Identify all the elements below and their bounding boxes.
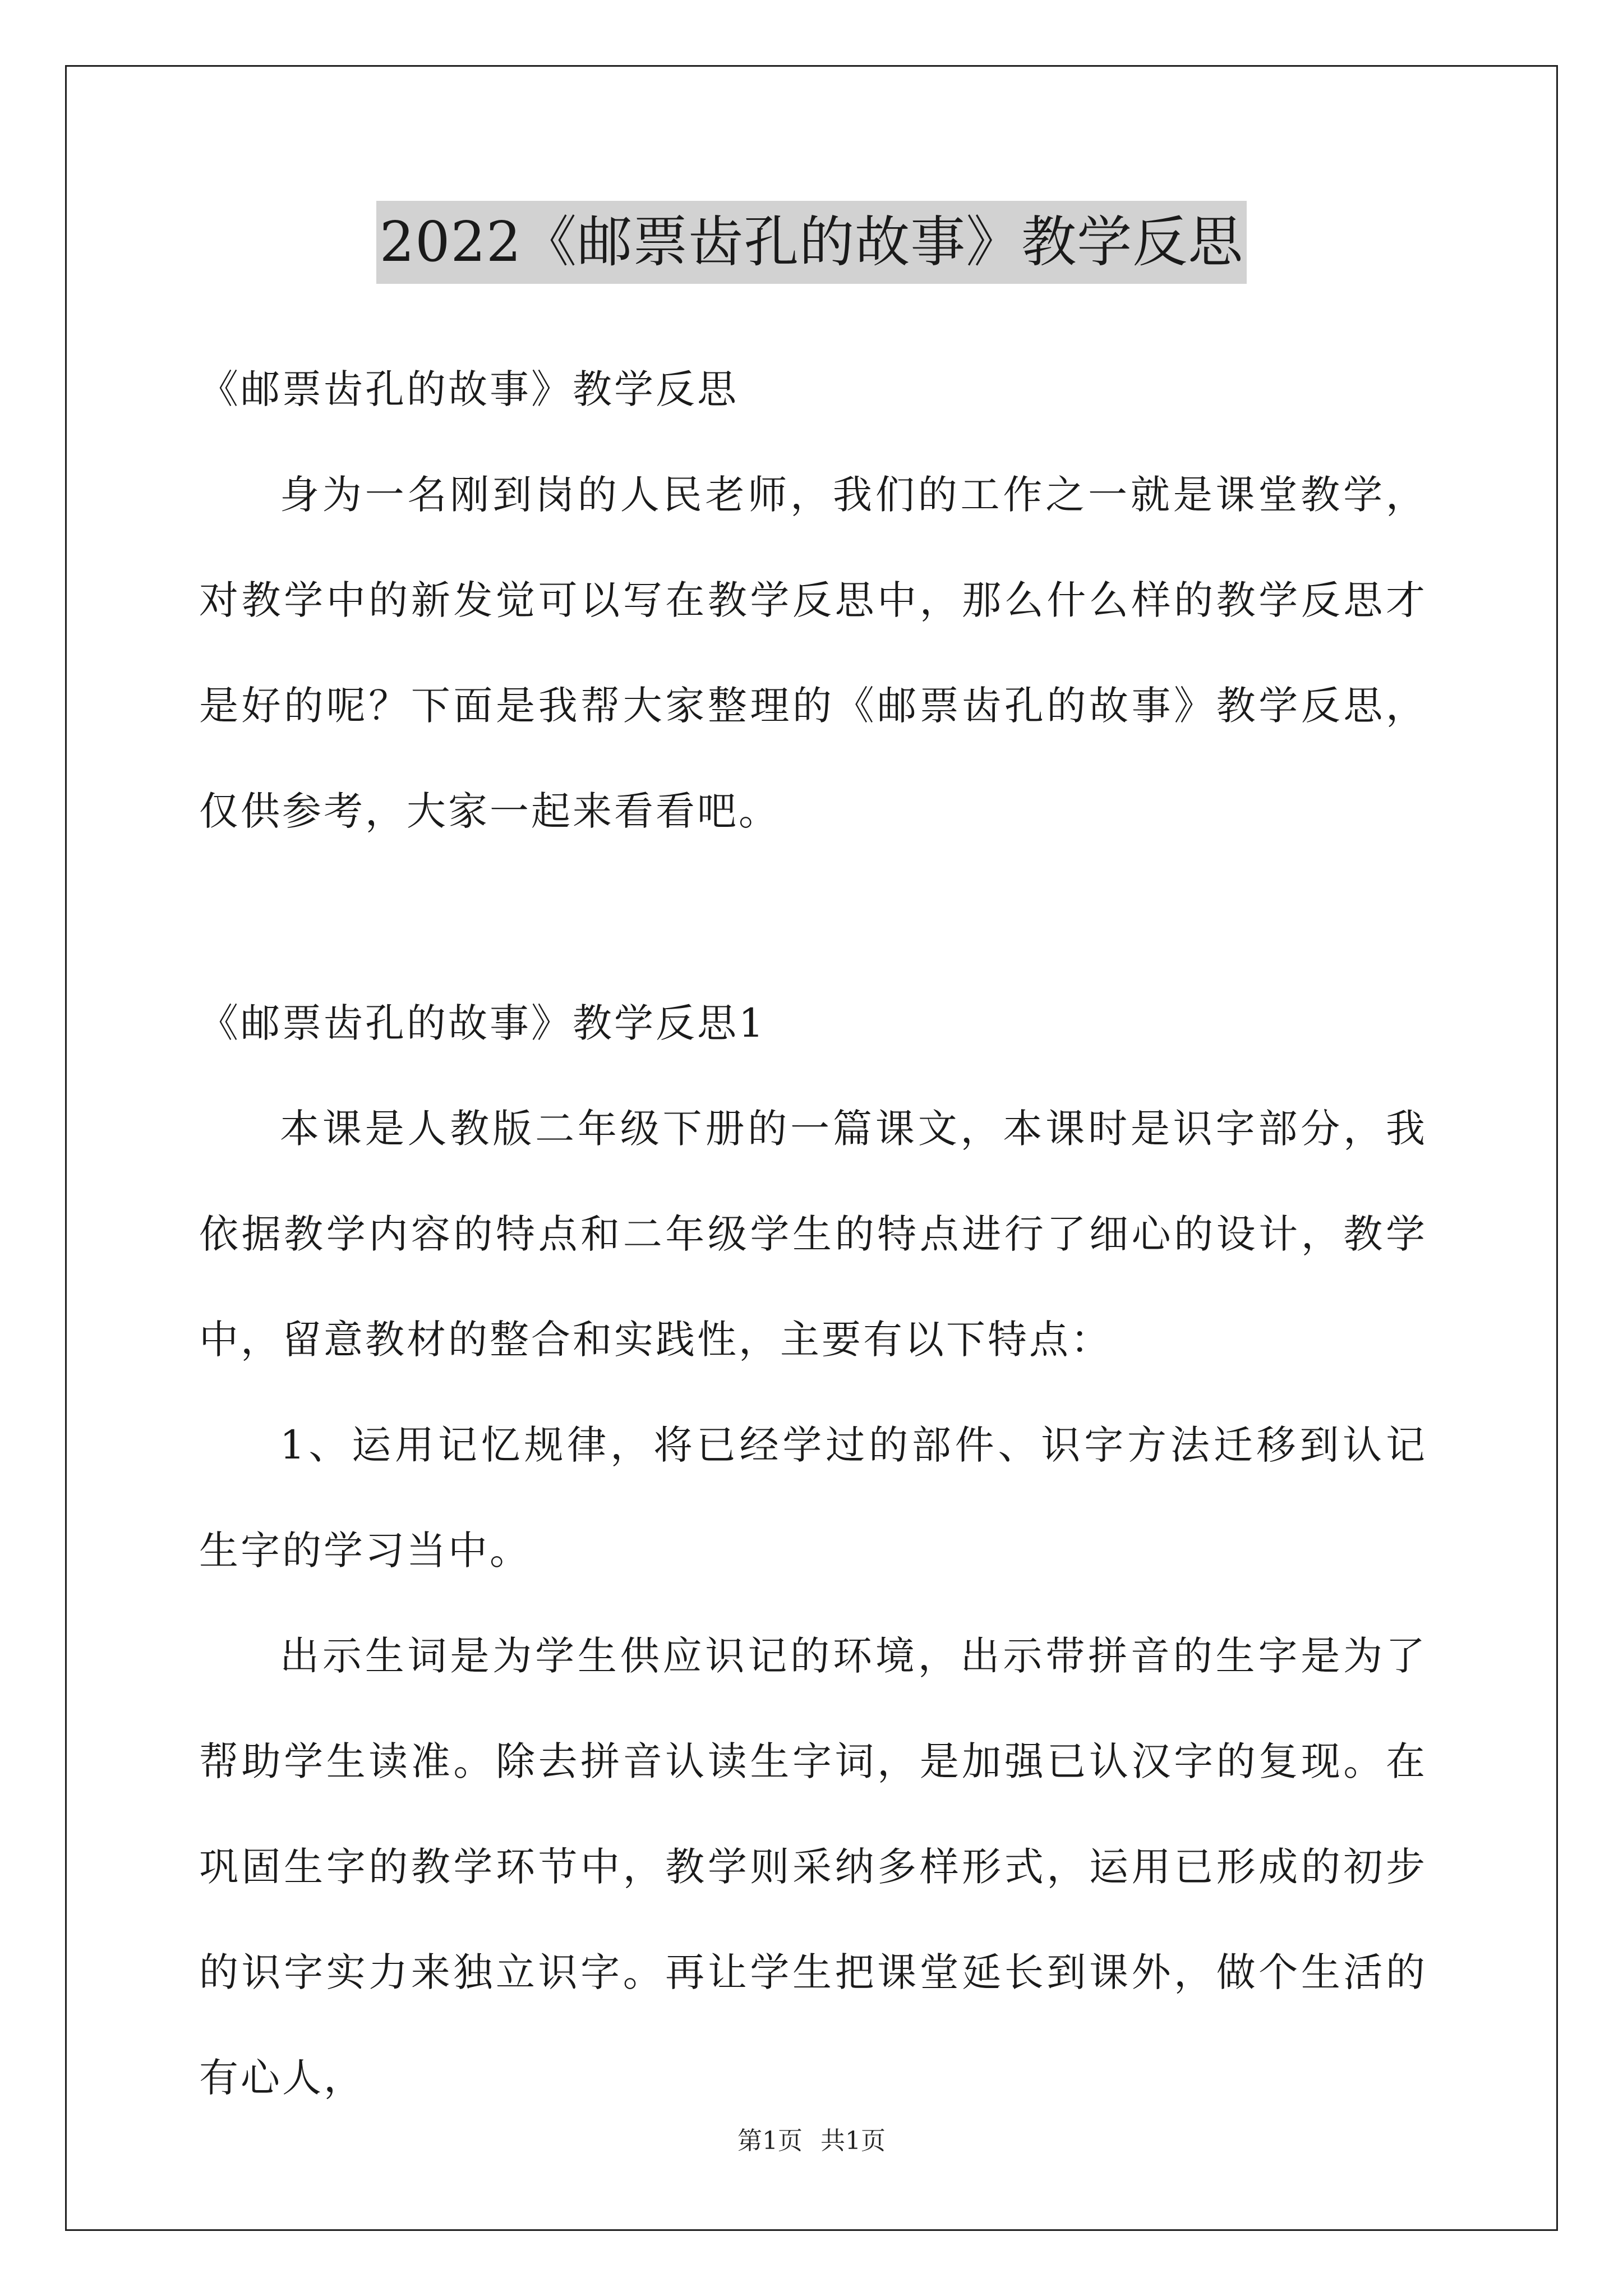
section-gap xyxy=(199,864,1427,970)
page-number: 第1页 xyxy=(737,2127,803,2155)
section-heading-1: 《邮票齿孔的故事》教学反思1 xyxy=(199,1000,766,1046)
document-body xyxy=(199,337,1427,2131)
intro-paragraph: 身为一名刚到岗的人民老师，我们的工作之一就是课堂教学，对教学中的新发觉可以写在教学反思中，那么什么样的教学反思才是好的呢？下面是我帮大家整理的《邮票齿孔的故事》教学反思，仅供参考，大家一起来看看吧。 xyxy=(199,472,1427,834)
document-title: 2022《邮票齿孔的故事》教学反思 xyxy=(376,201,1247,284)
page-footer xyxy=(0,2120,1623,2156)
body-paragraph: 本课是人教版二年级下册的一篇课文，本课时是识字部分，我依据教学内容的特点和二年级学生的特点进行了细心的设计，教学中，留意教材的整合和实践性，主要有以下特点： xyxy=(199,1106,1427,1363)
section-heading: 《邮票齿孔的故事》教学反思 xyxy=(199,366,739,412)
body-paragraph: 1、运用记忆规律，将已经学过的部件、识字方法迁移到认记生字的学习当中。 xyxy=(199,1422,1427,1573)
page-total: 共1页 xyxy=(820,2127,886,2155)
title-container xyxy=(0,201,1623,284)
body-paragraph: 出示生词是为学生供应识记的环境，出示带拼音的生字是为了帮助学生读准。除去拼音认读生字词，是加强已认汉字的复现。在巩固生字的教学环节中，教学则采纳多样形式，运用已形成的初步的识字实力来独立识字。再让学生把课堂延长到课外，做个生活的有心人， xyxy=(199,1633,1427,2101)
